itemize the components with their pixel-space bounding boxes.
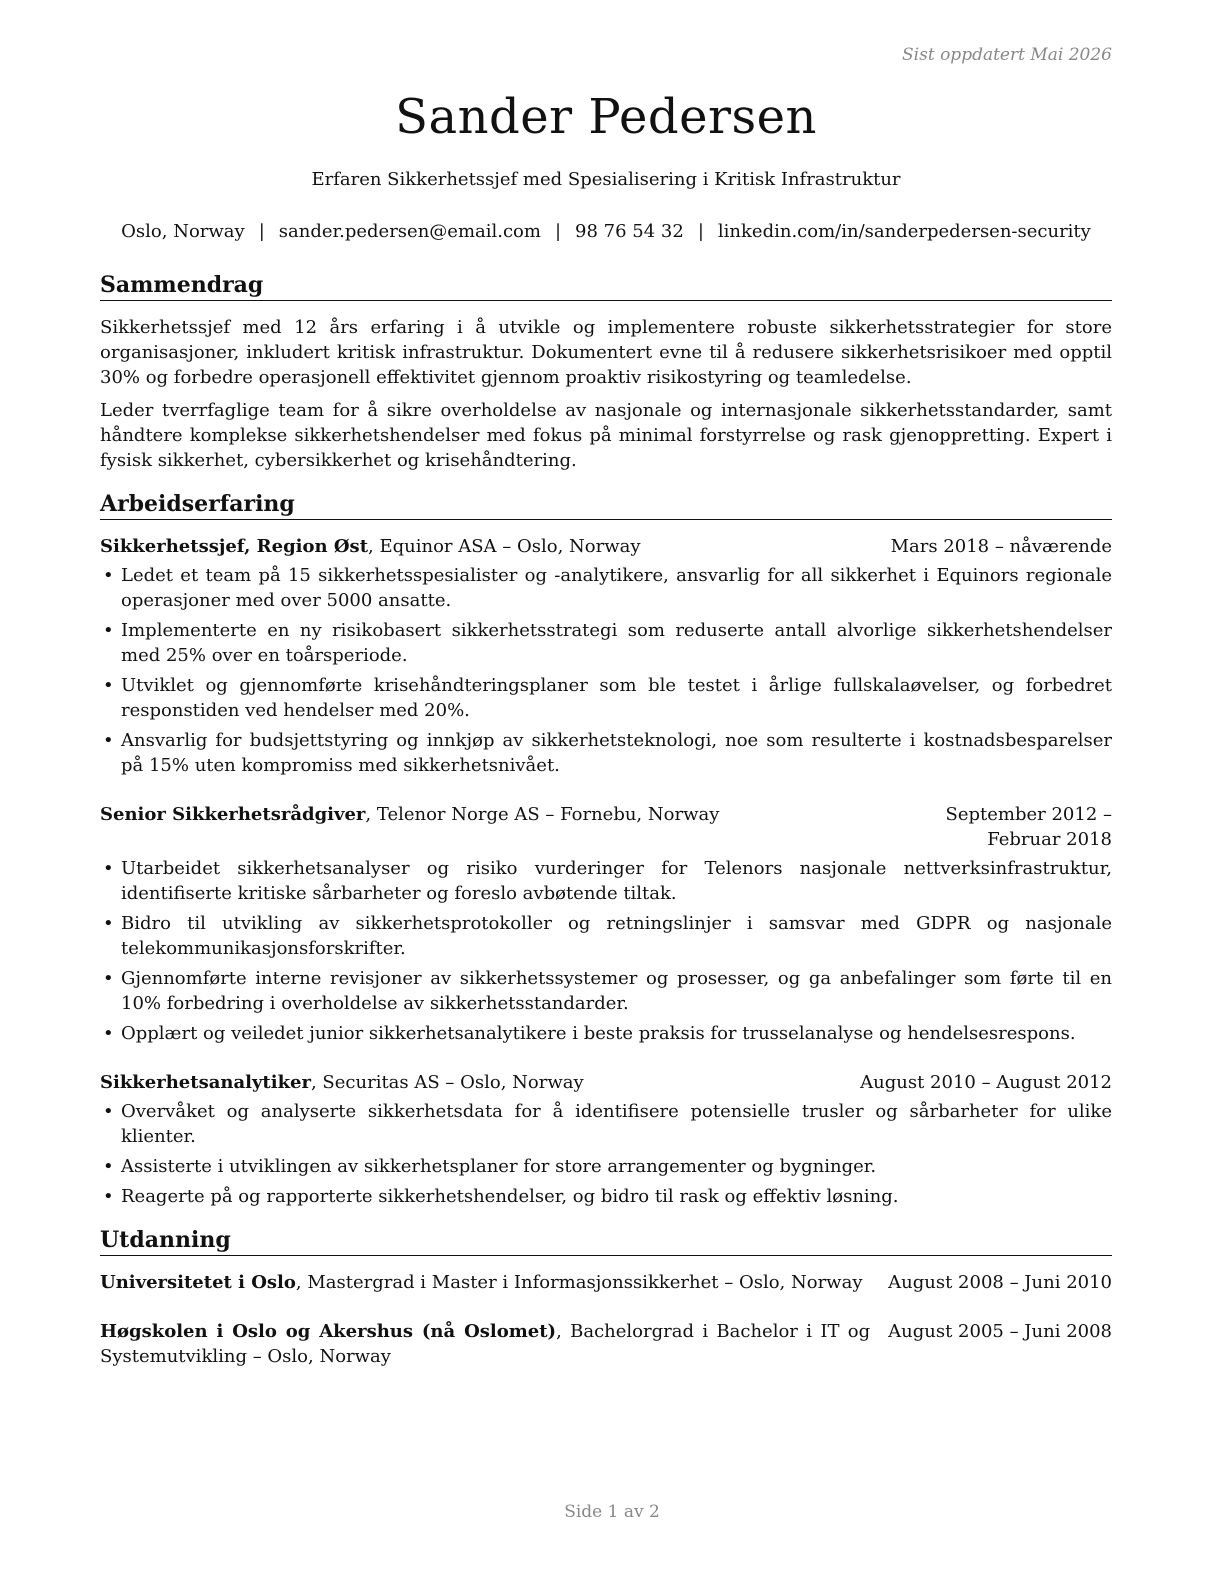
resume-content: [100, 270, 1112, 1393]
contact-email[interactable]: sander.pedersen@email.com: [278, 221, 541, 242]
job-employer: , Securitas AS – Oslo, Norway: [310, 1072, 584, 1093]
contact-phone: 98 76 54 32: [575, 221, 684, 242]
job-entry: [100, 802, 1112, 1046]
education-dates: August 2005 – Juni 2008: [888, 1321, 1112, 1342]
job-header: [100, 802, 1112, 852]
job-dates: August 2010 – August 2012: [860, 1072, 1112, 1093]
education-degree: [100, 1319, 888, 1369]
job-header: [100, 1070, 1112, 1095]
contact-separator: |: [697, 221, 704, 242]
job-title: Sikkerhetssjef, Region Øst: [100, 536, 369, 557]
job-bullets: [100, 563, 1112, 778]
contact-separator: |: [554, 221, 562, 242]
job-bullets: [100, 1099, 1112, 1209]
job-employer: , Equinor ASA – Oslo, Norway: [368, 536, 641, 557]
job-entry: [100, 534, 1112, 778]
experience-section: [100, 489, 1112, 1209]
job-bullet: • Ansvarlig for budsjettstyring og innkjøp av sikkerhetsteknologi, noe som resulterte i kostnadsbesparelser på 15% uten kompromiss med sikkerhetsnivået.: [100, 728, 1112, 778]
summary-heading: Sammendrag: [100, 270, 1112, 301]
job-role: [100, 534, 891, 559]
job-bullet: • Opplært og veiledet junior sikkerhetsanalytikere i beste praksis for trusselanalyse og hendelsesrespons.: [100, 1021, 1112, 1046]
job-role: [100, 1070, 860, 1095]
education-school: Universitetet i Oslo: [100, 1272, 296, 1293]
education-heading: Utdanning: [100, 1225, 1112, 1256]
job-bullet: • Reagerte på og rapporterte sikkerhetshendelser, og bidro til rask og effektiv løsning.: [100, 1184, 1112, 1209]
last-updated: Sist oppdatert Mai 2026: [902, 45, 1112, 65]
job-bullet: • Utviklet og gjennomførte krisehåndteringsplaner som ble testet i årlige fullskalaøvelser, og forbedret responstiden ved hendelser med 20%.: [100, 673, 1112, 723]
job-bullet: • Overvåket og analyserte sikkerhetsdata for å identifisere potensielle trusler og sårbarheter for ulike klienter.: [100, 1099, 1112, 1149]
job-bullets: [100, 856, 1112, 1046]
job-bullet: • Utarbeidet sikkerhetsanalyser og risiko vurderinger for Telenors nasjonale nettverksinfrastruktur, identifiserte kritiske sårbarheter og foreslo avbøtende tiltak.: [100, 856, 1112, 906]
summary-paragraph: Leder tverrfaglige team for å sikre overholdelse av nasjonale og internasjonale sikkerhetsstandarder, samt håndtere komplekse sikkerhetshendelser med fokus på minimal forstyrrelse og rask gjenoppretting. Expert i fysisk sikkerhet, cybersikkerhet og krisehåndtering.: [100, 400, 1112, 471]
job-bullet: • Assisterte i utviklingen av sikkerhetsplaner for store arrangementer og bygninger.: [100, 1154, 1112, 1179]
summary-paragraph: Sikkerhetssjef med 12 års erfaring i å utvikle og implementere robuste sikkerhetsstrategier for store organisasjoner, inkludert kritisk infrastruktur. Dokumentert evne til å redusere sikkerhetsrisikoer med opptil 30% og forbedre operasjonell effektivitet gjennom proaktiv risikostyring og teamledelse.: [100, 317, 1112, 388]
job-bullet: • Bidro til utvikling av sikkerhetsprotokoller og retningslinjer i samsvar med GDPR og nasjonale telekommunikasjonsforskrifter.: [100, 911, 1112, 961]
summary-section: [100, 270, 1112, 473]
experience-heading: Arbeidserfaring: [100, 489, 1112, 520]
contact-line: [100, 219, 1112, 244]
job-entry: [100, 1070, 1112, 1209]
resume-page: [100, 0, 1112, 1584]
education-degree: [100, 1270, 888, 1295]
contact-linkedin[interactable]: linkedin.com/in/sanderpedersen-security: [717, 221, 1091, 242]
job-employer: , Telenor Norge AS – Fornebu, Norway: [365, 804, 720, 825]
education-school: Høgskolen i Oslo og Akershus (nå Oslomet): [100, 1321, 557, 1342]
education-entry: [100, 1270, 1112, 1295]
job-header: [100, 534, 1112, 559]
education-section: [100, 1225, 1112, 1369]
education-dates: August 2008 – Juni 2010: [888, 1272, 1112, 1293]
contact-location: Oslo, Norway: [121, 221, 245, 242]
candidate-name: Sander Pedersen: [395, 89, 817, 145]
candidate-subtitle: Erfaren Sikkerhetssjef med Spesialisering i Kritisk Infrastruktur: [311, 169, 901, 190]
job-dates: Mars 2018 – nåværende: [890, 536, 1112, 557]
education-entry: [100, 1319, 1112, 1369]
education-program: , Mastergrad i Master i Informasjonssikkerhet – Oslo, Norway: [295, 1272, 863, 1293]
job-bullet: • Gjennomførte interne revisjoner av sikkerhetssystemer og prosesser, og ga anbefalinger som førte til en 10% forbedring i overholdelse av sikkerhetsstandarder.: [100, 966, 1112, 1016]
job-title: Sikkerhetsanalytiker: [100, 1072, 311, 1093]
job-bullet: • Ledet et team på 15 sikkerhetsspesialister og -analytikere, ansvarlig for all sikkerhet i Equinors regionale operasjoner med over 5000 ansatte.: [100, 563, 1112, 613]
job-role: [100, 802, 872, 827]
job-title: Senior Sikkerhetsrådgiver: [100, 804, 366, 825]
page-number: Side 1 av 2: [564, 1502, 660, 1522]
contact-separator: |: [258, 221, 265, 242]
education-program: , Bachelorgrad i Bachelor i IT og Systemutvikling – Oslo, Norway: [100, 1321, 871, 1367]
job-dates: September 2012 – Februar 2018: [945, 804, 1112, 850]
job-bullet: • Implementerte en ny risikobasert sikkerhetsstrategi som reduserte antall alvorlige sikkerhetshendelser med 25% over en toårsperiode.: [100, 618, 1112, 668]
